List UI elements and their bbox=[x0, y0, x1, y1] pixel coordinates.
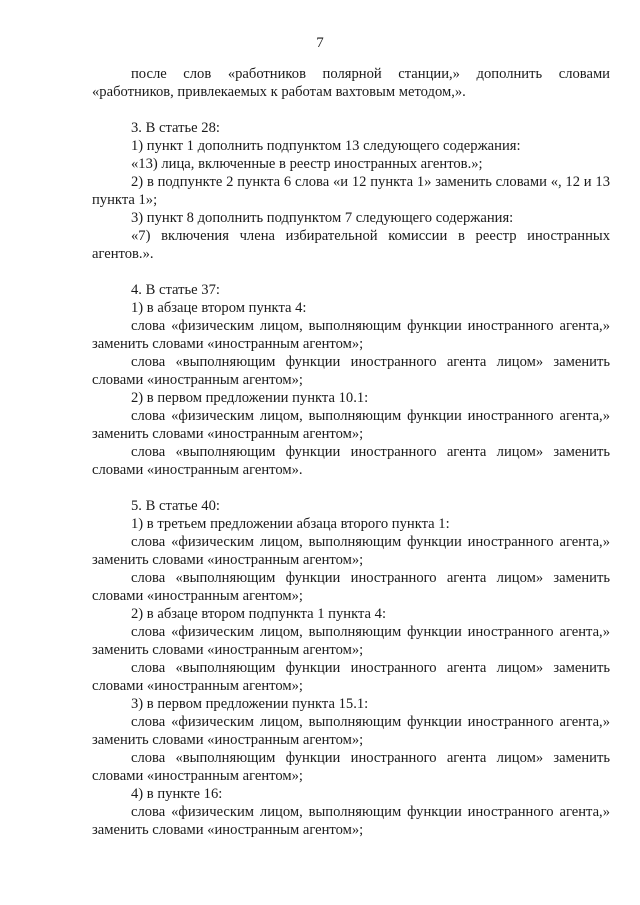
paragraph: 2) в абзаце втором подпункта 1 пункта 4: bbox=[131, 606, 387, 622]
paragraph: «7) включения члена избирательной комиссии в реестр иностранных агентов.». bbox=[92, 228, 610, 262]
paragraph: после слов «работников полярной станции,» дополнить словами «работников, привлекаемых к работам вахтовым методом,». bbox=[92, 66, 610, 100]
document-body bbox=[92, 65, 610, 839]
paragraph: слова «физическим лицом, выполняющим функции иностранного агента,» заменить словами «иностранным агентом»; bbox=[92, 408, 610, 442]
paragraph: 4) в пункте 16: bbox=[131, 786, 223, 802]
paragraph: слова «выполняющим функции иностранного агента лицом» заменить словами «иностранным агентом»; bbox=[92, 750, 610, 784]
section-heading: 3. В статье 28: bbox=[131, 120, 220, 136]
paragraph: слова «выполняющим функции иностранного агента лицом» заменить словами «иностранным агентом»; bbox=[92, 354, 610, 388]
paragraph: 3) в первом предложении пункта 15.1: bbox=[131, 696, 369, 712]
page-number: 7 bbox=[316, 35, 324, 51]
paragraph: 3) пункт 8 дополнить подпунктом 7 следующего содержания: bbox=[131, 210, 514, 226]
paragraph: слова «выполняющим функции иностранного агента лицом» заменить словами «иностранным агентом»; bbox=[92, 570, 610, 604]
paragraph: 2) в подпункте 2 пункта 6 слова «и 12 пункта 1» заменить словами «, 12 и 13 пункта 1»; bbox=[92, 174, 610, 208]
paragraph: 1) пункт 1 дополнить подпунктом 13 следующего содержания: bbox=[131, 138, 521, 154]
paragraph: слова «выполняющим функции иностранного агента лицом» заменить словами «иностранным агентом». bbox=[92, 444, 610, 478]
paragraph: 1) в третьем предложении абзаца второго пункта 1: bbox=[131, 516, 450, 532]
paragraph: 1) в абзаце втором пункта 4: bbox=[131, 300, 307, 316]
paragraph: слова «физическим лицом, выполняющим функции иностранного агента,» заменить словами «иностранным агентом»; bbox=[92, 624, 610, 658]
section-heading: 5. В статье 40: bbox=[131, 498, 220, 514]
paragraph: слова «выполняющим функции иностранного агента лицом» заменить словами «иностранным агентом»; bbox=[92, 660, 610, 694]
paragraph: «13) лица, включенные в реестр иностранных агентов.»; bbox=[131, 156, 483, 172]
paragraph: слова «физическим лицом, выполняющим функции иностранного агента,» заменить словами «иностранным агентом»; bbox=[92, 714, 610, 748]
paragraph: 2) в первом предложении пункта 10.1: bbox=[131, 390, 369, 406]
paragraph: слова «физическим лицом, выполняющим функции иностранного агента,» заменить словами «иностранным агентом»; bbox=[92, 318, 610, 352]
paragraph: слова «физическим лицом, выполняющим функции иностранного агента,» заменить словами «иностранным агентом»; bbox=[92, 804, 610, 838]
section-heading: 4. В статье 37: bbox=[131, 282, 220, 298]
paragraph: слова «физическим лицом, выполняющим функции иностранного агента,» заменить словами «иностранным агентом»; bbox=[92, 534, 610, 568]
